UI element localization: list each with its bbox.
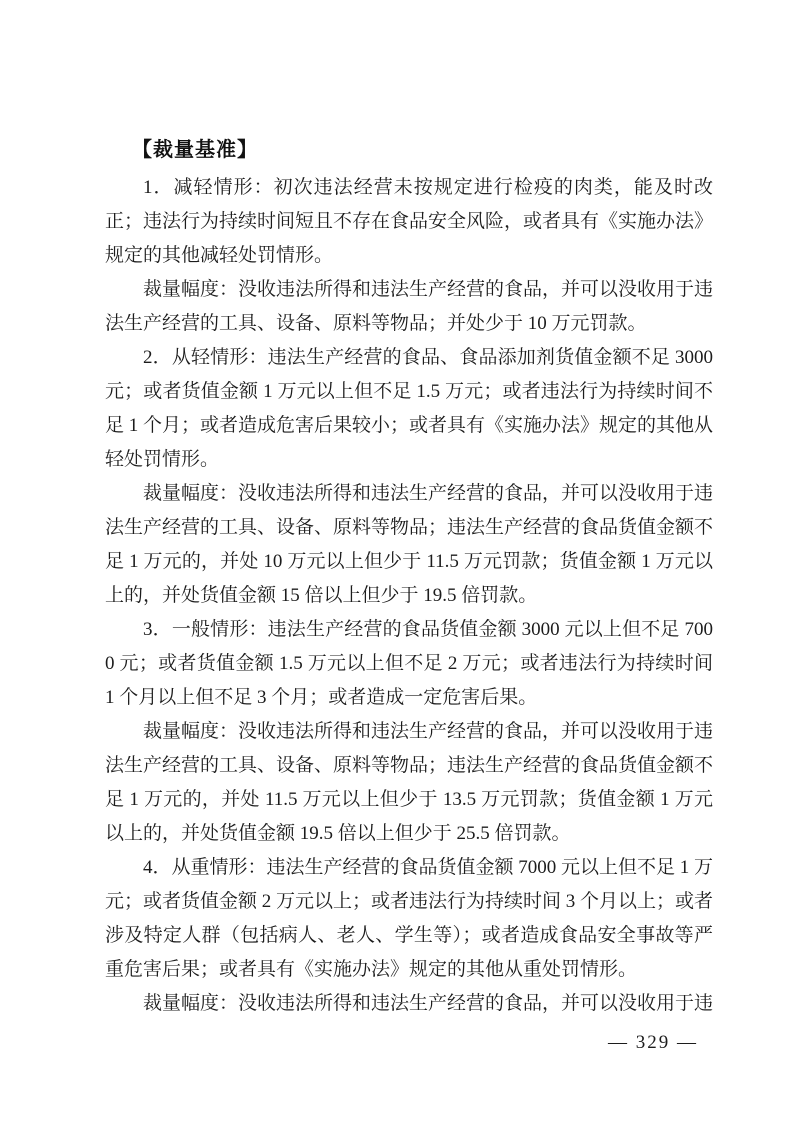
paragraph-1-mitigating-circumstance: 1．减轻情形：初次违法经营未按规定进行检疫的肉类，能及时改正；违法行为持续时间短且不存在食品安全风险，或者具有《实施办法》规定的其他减轻处罚情形。: [105, 177, 714, 266]
paragraph-5-general-circumstance: 3．一般情形：违法生产经营的食品货值金额 3000 元以上但不足 7000 元；或者货值金额 1.5 万元以上但不足 2 万元；或者违法行为持续时间 1 个月以上但不足 3 个月；或者造成一定危害后果。: [105, 619, 713, 708]
paragraph-8-discretion-range-truncated: 裁量幅度：没收违法所得和违法生产经营的食品，并可以没收用于违: [143, 993, 714, 1014]
paragraph-4-discretion-range: 裁量幅度：没收违法所得和违法生产经营的食品，并可以没收用于违法生产经营的工具、设备、原料等物品；违法生产经营的食品货值金额不足 1 万元的，并处 10 万元以上但少于 11.5 万元罚款；货值金额 1 万元以上的，并处货值金额 15 倍以上但少于 19.5 倍罚款。: [105, 483, 714, 606]
page-number: — 329 —: [608, 1032, 698, 1053]
paragraph-3-lenient-circumstance: 2．从轻情形：违法生产经营的食品、食品添加剂货值金额不足 3000 元；或者货值金额 1 万元以上但不足 1.5 万元；或者违法行为持续时间不足 1 个月；或者造成危害后果较小；或者具有《实施办法》规定的其他从轻处罚情形。: [105, 347, 714, 470]
section-heading-discretion-benchmark: 【裁量基准】: [132, 139, 258, 161]
document-body: [105, 133, 713, 1021]
paragraph-7-aggravating-circumstance: 4．从重情形：违法生产经营的食品货值金额 7000 元以上但不足 1 万元；或者货值金额 2 万元以上；或者违法行为持续时间 3 个月以上；或者涉及特定人群（包括病人、老人、学生等）；或者造成食品安全事故等严重危害后果；或者具有《实施办法》规定的其他从重处罚情形。: [105, 857, 714, 980]
paragraph-6-discretion-range: 裁量幅度：没收违法所得和违法生产经营的食品，并可以没收用于违法生产经营的工具、设备、原料等物品；违法生产经营的食品货值金额不足 1 万元的，并处 11.5 万元以上但少于 13.5 万元罚款；货值金额 1 万元以上的，并处货值金额 19.5 倍以上但少于 25.5 倍罚款。: [105, 721, 714, 844]
paragraph-2-discretion-range: 裁量幅度：没收违法所得和违法生产经营的食品，并可以没收用于违法生产经营的工具、设备、原料等物品；并处少于 10 万元罚款。: [105, 279, 714, 334]
